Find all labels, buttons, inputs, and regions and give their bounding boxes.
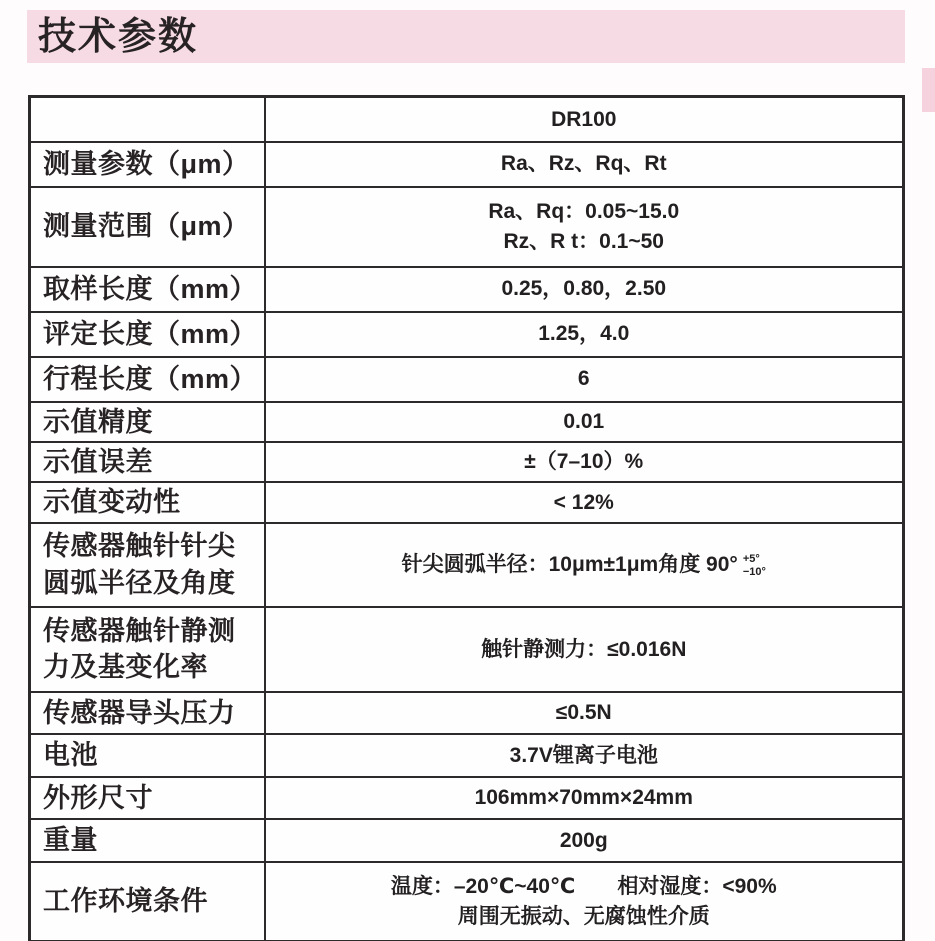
spec-value: < 12% bbox=[553, 490, 614, 514]
spec-row-battery bbox=[30, 734, 904, 777]
spec-label: 取样长度（mm） bbox=[43, 273, 258, 304]
spec-row-sampling-length bbox=[30, 267, 904, 312]
spec-table bbox=[28, 95, 905, 941]
spec-label-cell bbox=[30, 777, 265, 819]
spec-value-cell bbox=[265, 142, 904, 187]
spec-row-dimensions bbox=[30, 777, 904, 819]
spec-row-operating-environment bbox=[30, 862, 904, 941]
spec-value-line1: Ra、Rq：0.05~15.0 bbox=[488, 200, 680, 224]
spec-value: 触针静测力：≤0.016N bbox=[481, 637, 687, 661]
spec-row-traverse-length bbox=[30, 357, 904, 402]
spec-value-cell bbox=[265, 357, 904, 402]
spec-row-stylus-force bbox=[30, 607, 904, 692]
angle-tolerance bbox=[743, 553, 766, 577]
spec-label-cell bbox=[30, 734, 265, 777]
section-title-band bbox=[27, 10, 905, 63]
spec-label-cell bbox=[30, 187, 265, 267]
spec-label: 行程长度（mm） bbox=[43, 363, 258, 394]
spec-label: 示值精度 bbox=[43, 406, 153, 437]
spec-label-line2: 力及基变化率 bbox=[43, 652, 208, 683]
spec-row-measure-range bbox=[30, 187, 904, 267]
spec-value: Ra、Rz、Rq、Rt bbox=[500, 152, 667, 176]
spec-label-cell bbox=[30, 607, 265, 692]
spec-label-cell bbox=[30, 523, 265, 607]
spec-header-row bbox=[30, 97, 904, 142]
spec-label: 外形尺寸 bbox=[43, 782, 153, 813]
spec-value-cell bbox=[265, 777, 904, 819]
spec-value-cell bbox=[265, 734, 904, 777]
spec-value: 200g bbox=[559, 828, 608, 852]
spec-value-cell bbox=[265, 402, 904, 442]
spec-value: ≤0.5N bbox=[555, 701, 612, 725]
spec-value: 3.7V锂离子电池 bbox=[509, 743, 658, 767]
spec-label-cell bbox=[30, 267, 265, 312]
spec-label-cell bbox=[30, 142, 265, 187]
spec-value-cell bbox=[265, 187, 904, 267]
spec-row-evaluation-length bbox=[30, 312, 904, 357]
spec-value: 1.25，4.0 bbox=[538, 322, 630, 346]
spec-label-cell bbox=[30, 357, 265, 402]
spec-value-cell bbox=[265, 692, 904, 734]
spec-row-resolution bbox=[30, 402, 904, 442]
page-edge-accent bbox=[922, 68, 935, 112]
spec-value: 106mm×70mm×24mm bbox=[474, 786, 693, 810]
spec-label-cell bbox=[30, 482, 265, 522]
spec-value-cell bbox=[265, 267, 904, 312]
spec-row-indication-variability bbox=[30, 482, 904, 522]
spec-label: 评定长度（mm） bbox=[43, 318, 258, 349]
spec-value-cell bbox=[265, 312, 904, 357]
page-title: 技术参数 bbox=[38, 15, 199, 58]
angle-tolerance-upper: +5° bbox=[742, 553, 760, 566]
spec-header-empty-cell bbox=[30, 97, 265, 142]
spec-label-cell bbox=[30, 402, 265, 442]
spec-value-cell bbox=[265, 523, 904, 607]
spec-label: 测量范围（μm） bbox=[43, 211, 250, 242]
spec-row-stylus-tip bbox=[30, 523, 904, 607]
spec-value: 0.01 bbox=[563, 410, 605, 434]
spec-label-cell bbox=[30, 692, 265, 734]
spec-label-cell bbox=[30, 442, 265, 482]
spec-label-cell bbox=[30, 862, 265, 941]
spec-value-cell bbox=[265, 819, 904, 862]
spec-header-model-cell bbox=[265, 97, 904, 142]
spec-label: 工作环境条件 bbox=[43, 886, 208, 917]
model-name: DR100 bbox=[551, 107, 617, 131]
spec-label-cell bbox=[30, 312, 265, 357]
spec-label-line2: 圆弧半径及角度 bbox=[43, 567, 236, 598]
spec-value-cell bbox=[265, 442, 904, 482]
spec-label: 示值误差 bbox=[43, 446, 153, 477]
spec-value-cell bbox=[265, 862, 904, 941]
spec-value-cell bbox=[265, 482, 904, 522]
stylus-tip-value-main: 针尖圆弧半径：10μm±1μm角度 90° bbox=[401, 553, 738, 577]
spec-value-cell bbox=[265, 607, 904, 692]
spec-label: 示值变动性 bbox=[43, 487, 181, 518]
spec-value bbox=[267, 550, 902, 579]
spec-row-weight bbox=[30, 819, 904, 862]
spec-value-line1: 温度：–20℃~40℃ 相对湿度：<90% bbox=[390, 875, 777, 899]
spec-row-measure-params bbox=[30, 142, 904, 187]
spec-value: 0.25，0.80，2.50 bbox=[501, 277, 667, 301]
spec-value-line2: 周围无振动、无腐蚀性介质 bbox=[457, 904, 710, 928]
spec-value: 6 bbox=[577, 367, 590, 391]
spec-label: 重量 bbox=[43, 825, 98, 856]
spec-label: 电池 bbox=[43, 740, 98, 771]
spec-label: 传感器导头压力 bbox=[43, 697, 236, 728]
spec-label-line1: 传感器触针针尖 bbox=[43, 531, 236, 562]
angle-tolerance-lower: −10° bbox=[742, 565, 766, 578]
spec-row-skid-force bbox=[30, 692, 904, 734]
spec-value: ±（7–10）% bbox=[524, 450, 644, 474]
spec-label-line1: 传感器触针静测 bbox=[43, 615, 236, 646]
spec-row-indication-error bbox=[30, 442, 904, 482]
spec-label: 测量参数（μm） bbox=[43, 148, 250, 179]
spec-label-cell bbox=[30, 819, 265, 862]
spec-value-line2: Rz、R t：0.1~50 bbox=[503, 229, 664, 253]
